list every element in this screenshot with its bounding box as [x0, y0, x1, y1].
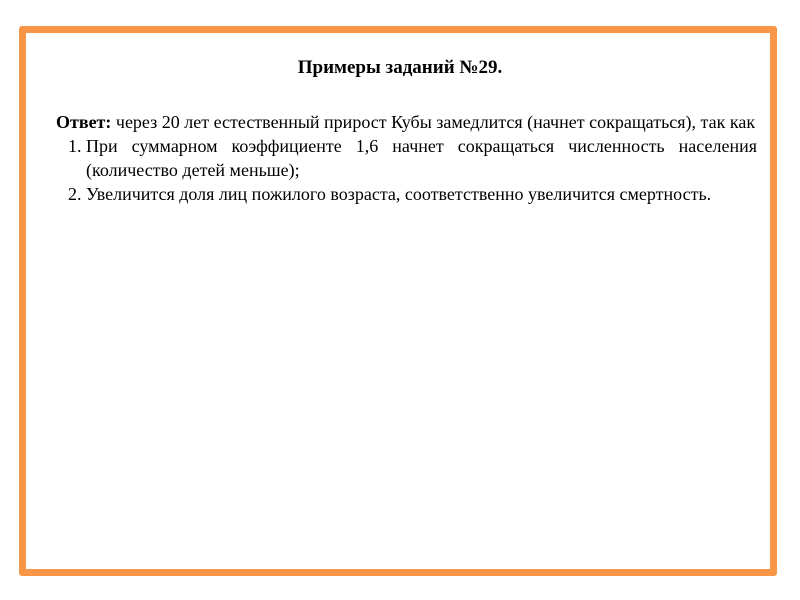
answer-text: через 20 лет естественный прирост Кубы замедлится (начнет сокращаться), так как: [111, 112, 756, 132]
list-item: 1. При суммарном коэффициенте 1,6 начнет сокращаться численность населения (количество детей меньше);: [86, 134, 757, 182]
answer-label: Ответ:: [56, 112, 112, 132]
list-item: 2. Увеличится доля лиц пожилого возраста, соответственно увеличится смертность.: [86, 182, 757, 206]
slide-title: Примеры заданий №29.: [297, 57, 503, 78]
reasons-list: [56, 134, 757, 206]
slide-body: [56, 110, 757, 206]
answer-paragraph: [56, 110, 757, 134]
slide-frame: [19, 26, 777, 576]
